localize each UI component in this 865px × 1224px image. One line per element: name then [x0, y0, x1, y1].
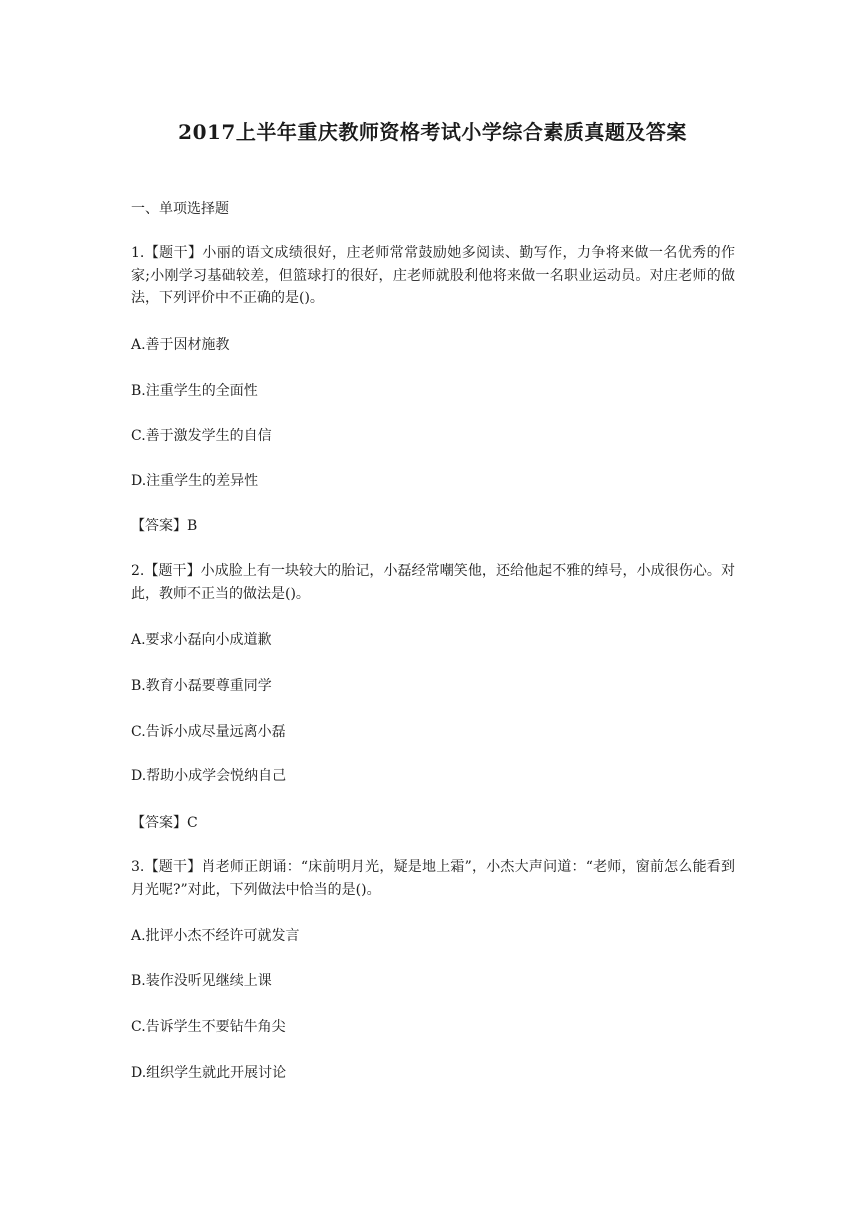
option-a: A.批评小杰不经许可就发言 — [131, 928, 300, 944]
question-stem: 2.【题干】小成脸上有一块较大的胎记，小磊经常嘲笑他，还给他起不雅的绰号，小成很伤心。对此，教师不正当的做法是()。 — [131, 563, 735, 602]
option-a: A.善于因材施教 — [131, 337, 230, 353]
section-heading: 一、单项选择题 — [131, 201, 229, 217]
option-b: B.注重学生的全面性 — [131, 383, 258, 399]
option-c: C.告诉小成尽量远离小磊 — [131, 724, 286, 740]
option-a: A.要求小磊向小成道歉 — [131, 632, 272, 648]
option-c: C.告诉学生不要钻牛角尖 — [131, 1019, 286, 1035]
option-d: D.帮助小成学会悦纳自己 — [131, 768, 287, 784]
answer: 【答案】B — [131, 518, 198, 534]
option-b: B.装作没听见继续上课 — [131, 973, 272, 989]
option-b: B.教育小磊要尊重同学 — [131, 678, 272, 694]
answer: 【答案】C — [131, 815, 198, 831]
option-d: D.注重学生的差异性 — [131, 473, 259, 489]
question-stem: 3.【题干】肖老师正朗诵：“床前明月光，疑是地上霜”，小杰大声问道：“老师，窗前怎么能看到月光呢?”对此，下列做法中恰当的是()。 — [131, 859, 735, 898]
document-title: 2017上半年重庆教师资格考试小学综合素质真题及答案 — [178, 120, 687, 144]
option-c: C.善于激发学生的自信 — [131, 428, 272, 444]
question-stem: 1.【题干】小丽的语文成绩很好，庄老师常常鼓励她多阅读、勤写作，力争将来做一名优秀的作家;小刚学习基础较差，但篮球打的很好，庄老师就股利他将来做一名职业运动员。对庄老师的做法，下列评价中不正确的是()。 — [131, 245, 735, 306]
option-d: D.组织学生就此开展讨论 — [131, 1065, 287, 1081]
